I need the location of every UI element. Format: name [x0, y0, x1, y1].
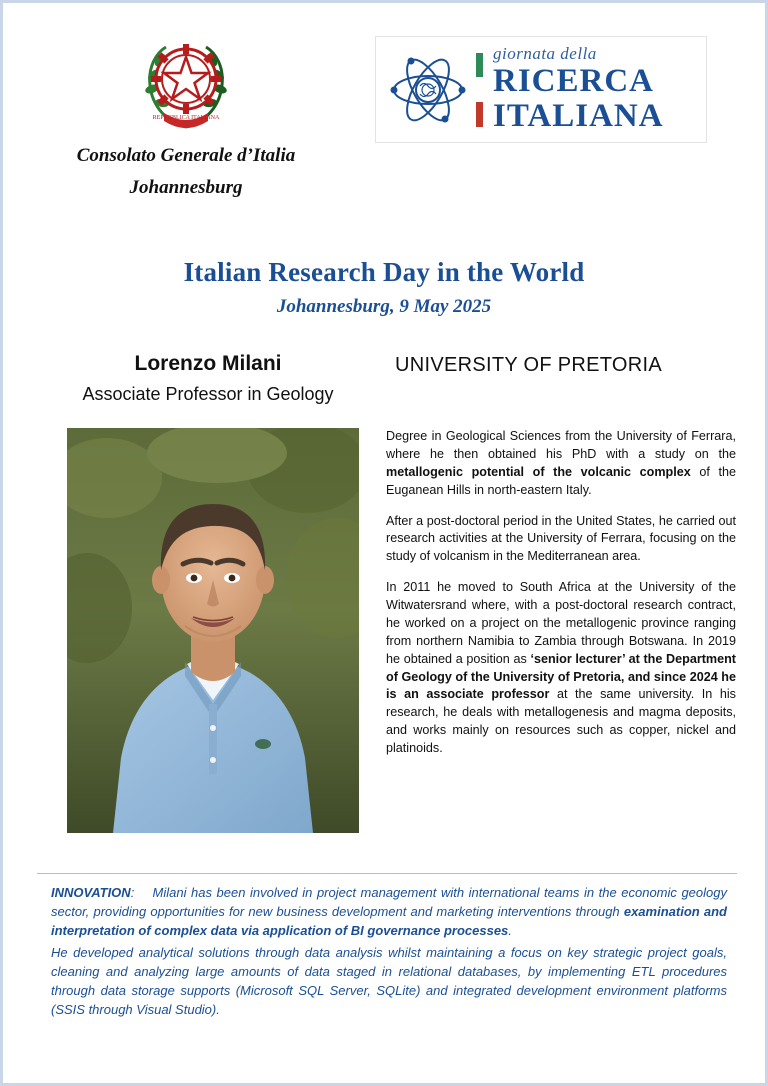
header	[3, 3, 765, 213]
innovation-p1-bold: examination and interpretation of complex data via application of BI governance processes	[51, 904, 727, 939]
title-block	[3, 257, 765, 318]
bio-p1-bold: metallogenic potential of the volcanic complex	[386, 464, 691, 479]
speaker-affiliation: UNIVERSITY OF PRETORIA	[395, 354, 663, 376]
page-title: Italian Research Day in the World	[183, 257, 585, 287]
logo-text	[491, 45, 664, 133]
bio-p1-c: of the Euganean Hills in north-eastern Italy.	[386, 464, 736, 497]
consulate-block	[41, 27, 331, 200]
logo-line-italiana: ITALIANA	[493, 98, 664, 134]
speaker-name: Lorenzo Milani	[134, 352, 282, 375]
logo-small-text: giornata della	[493, 44, 597, 64]
innovation-label: INNOVATION	[51, 885, 131, 900]
consulate-name-line1: Consolato Generale d’Italia	[76, 145, 296, 166]
bio-p1-a: Degree in Geological Sciences from the University of Ferrara, where he then obtained his PhD with a study on the	[386, 429, 736, 461]
bio-paragraph-1	[386, 428, 736, 500]
innovation-paragraph-1	[51, 883, 727, 941]
bio-paragraph-3	[386, 579, 736, 758]
consulate-name-line2: Johannesburg	[129, 176, 243, 198]
bio-p3-bold: ‘senior lecturer’ at the Department of Geology of the University of Pretoria, and since 2024 he is an associate professor	[386, 651, 737, 702]
bio-p3-a: In 2011 he moved to South Africa at the University of the Witwatersrand where, with a post-doctoral research contract, he worked on a project on the metallogenic province ranging from northern Namibia to Zambia through Botswana. In 2019 he obtained a position as	[386, 580, 736, 666]
speaker-name-block	[33, 352, 383, 405]
svg-text:REPVBBLICA ITALIANA: REPVBBLICA ITALIANA	[152, 115, 220, 121]
italy-emblem-icon	[138, 27, 234, 137]
innovation-paragraph-2: He developed analytical solutions through data analysis whilst maintaining a focus on key strategic project goals, cleaning and analyzing large amounts of data staged in relational databases, by implementing ETL procedures through data storage supports (Microsoft SQL Server, SQLite) and integrated development environment platforms (SSIS through Visual Studio).	[51, 944, 727, 1018]
speaker-photo	[67, 428, 359, 833]
speaker-bio	[386, 428, 736, 771]
atom-icon	[382, 44, 474, 136]
bio-paragraph-2: After a post-doctoral period in the United States, he carried out research activities at the University of Ferrara, focusing on the study of volcanism in the Mediterranean area.	[386, 513, 736, 564]
bio-p3-c: at the same university. In his research, he deals with metallogenesis and magma deposits, and works mainly on resources such as copper, nickel and platinoids.	[386, 687, 736, 755]
innovation-colon: :	[130, 885, 135, 900]
logo-line-ricerca: RICERCA	[493, 63, 655, 100]
ricerca-italiana-logo	[375, 36, 707, 143]
content	[3, 428, 765, 848]
speaker-role: Associate Professor in Geology	[82, 384, 334, 404]
innovation-section	[51, 883, 727, 1020]
innovation-p1-a: Milani has been involved in project management with international teams in the economic geology sector, providing opportunities for new business development and marketing interventions through	[51, 885, 727, 920]
speaker-header	[3, 352, 765, 414]
italian-flag-bars	[476, 53, 483, 127]
innovation-p1-c: .	[508, 923, 512, 939]
page-subtitle: Johannesburg, 9 May 2025	[276, 296, 492, 317]
section-divider	[37, 873, 737, 874]
